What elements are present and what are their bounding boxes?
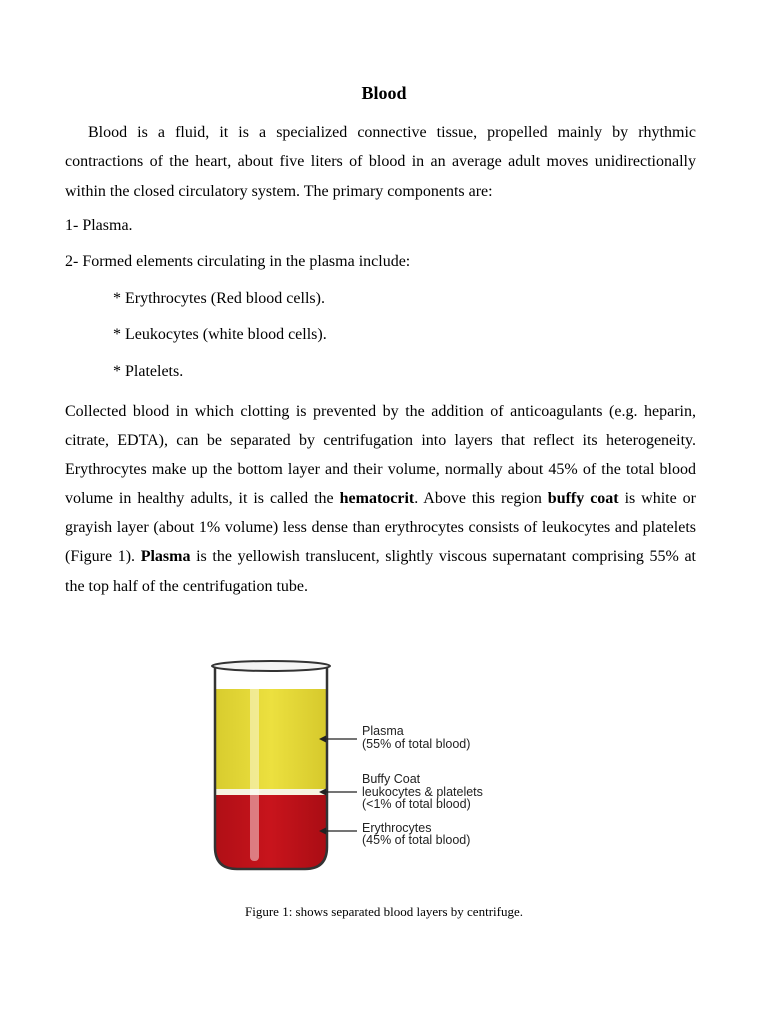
para2-text-4: is the yellowish translucent, slightly viscous supernatant comprising 55% at the top half of the centrifugation tube. (65, 548, 696, 595)
buffy-coat-layer (215, 789, 327, 795)
buffy-coat-label: Buffy Coat (362, 772, 421, 786)
buffy-coat-desc-label: leukocytes & platelets (362, 785, 483, 799)
erythrocyte-layer (215, 795, 327, 869)
plasma-percent-label: (55% of total blood) (362, 737, 471, 751)
document-title: Blood (361, 83, 407, 103)
tube-highlight (250, 669, 259, 861)
sublist-item-platelets: * Platelets. (113, 363, 184, 380)
plasma-layer (215, 689, 327, 789)
hematocrit-term: hematocrit (339, 490, 415, 508)
blood-tube-figure (205, 655, 565, 875)
sublist-item-erythrocytes: * Erythrocytes (Red blood cells). (113, 290, 325, 307)
sublist-item-leukocytes: * Leukocytes (white blood cells). (113, 326, 327, 343)
plasma-label: Plasma (362, 724, 404, 738)
list-item-formed-elements: 2- Formed elements circulating in the plasma include: (65, 253, 411, 270)
plasma-term: Plasma (140, 548, 191, 566)
tube-rim (212, 661, 330, 671)
intro-paragraph: Blood is a fluid, it is a specialized connective tissue, propelled mainly by rhythmic contractions of the heart, about five liters of blood in an average adult moves unidirectionally within the closed circulatory system. The primary components are: (65, 124, 696, 200)
para2-text-1: Collected blood in which clotting is prevented by the addition of anticoagulants (e.g. heparin, citrate, EDTA), can be separated by centrifugation into layers that reflect its heterogeneity. Erythrocytes make up the bottom layer and their volume, normally about 45% of the total blood volume in healthy adults, it is called the (65, 403, 696, 508)
buffy-coat-term: buffy coat (547, 490, 619, 508)
para2-text-2: . Above this region (414, 490, 548, 508)
erythrocytes-label: Erythrocytes (362, 821, 432, 835)
list-item-plasma: 1- Plasma. (65, 217, 133, 234)
centrifugation-paragraph (65, 397, 696, 601)
figure-caption: Figure 1: shows separated blood layers by centrifuge. (245, 904, 523, 919)
para2-text-3: is white or grayish layer (about 1% volume) less dense than erythrocytes consists of leukocytes and platelets (Figure 1). (65, 490, 697, 566)
buffy-coat-percent-label: (<1% of total blood) (362, 797, 471, 811)
erythrocytes-percent-label: (45% of total blood) (362, 833, 471, 847)
